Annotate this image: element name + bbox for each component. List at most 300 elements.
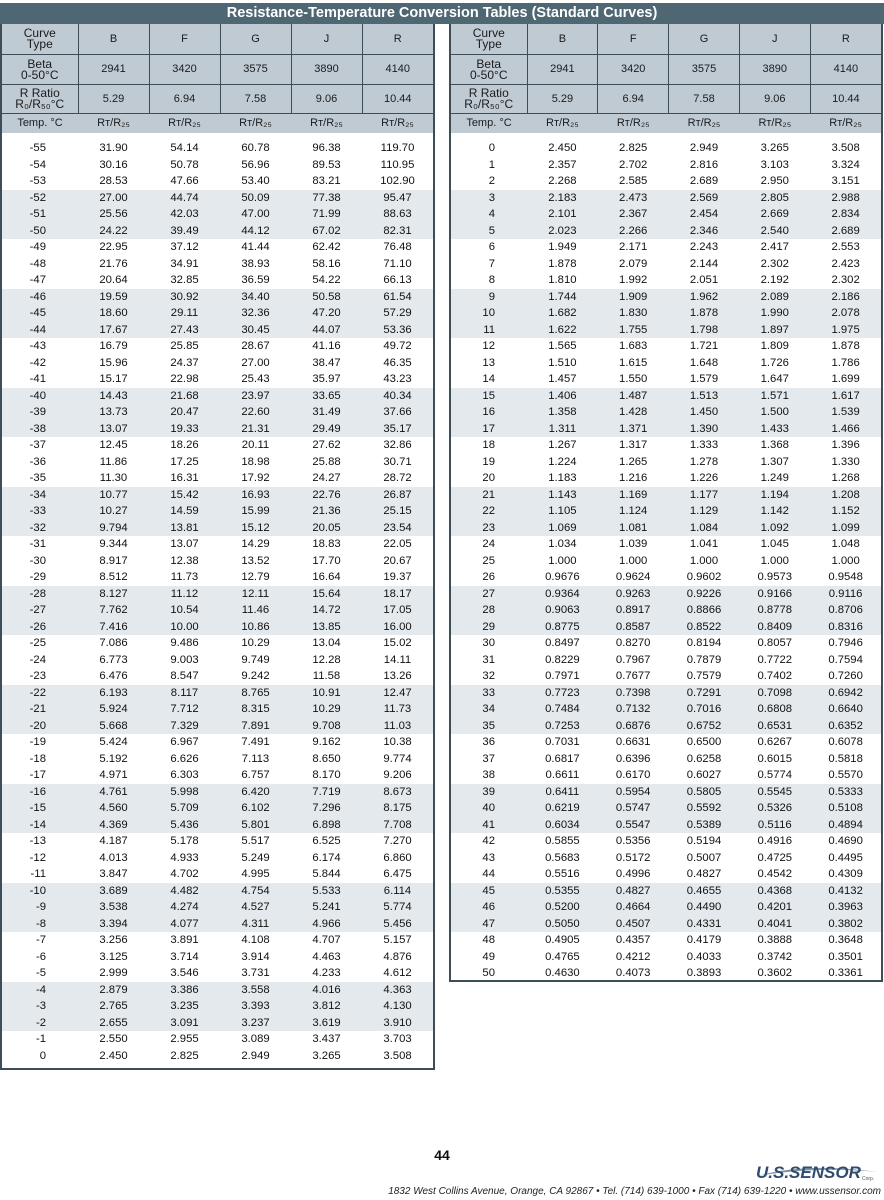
- temperature-cell: -53: [29, 175, 46, 188]
- temperature-cell: -17: [29, 769, 46, 782]
- resistance-ratio-cell: 3.689: [78, 883, 149, 900]
- table-row: [451, 206, 881, 223]
- resistance-ratio-cell: 1.878: [831, 340, 860, 353]
- resistance-ratio-cell: 5.844: [312, 868, 341, 881]
- temperature-cell: 33: [451, 685, 527, 702]
- resistance-ratio-cell: 3.393: [220, 998, 291, 1015]
- resistance-ratio-cell: 0.5356: [615, 835, 651, 848]
- resistance-ratio-cell: 14.29: [241, 538, 270, 551]
- temperature-cell: -20: [2, 718, 78, 735]
- temperature-cell: 23: [451, 520, 527, 537]
- table-row: [2, 833, 433, 850]
- resistance-ratio-cell: 0.6942: [810, 685, 881, 702]
- resistance-ratio-cell: 13.04: [312, 637, 341, 650]
- resistance-ratio-cell: 4.130: [362, 998, 433, 1015]
- resistance-ratio-cell: 3.386: [149, 982, 220, 999]
- resistance-ratio-cell: 5.709: [149, 800, 220, 817]
- resistance-ratio-cell: 1.721: [689, 340, 719, 353]
- resistance-ratio-cell: 8.170: [312, 769, 341, 782]
- resistance-ratio-cell: 1.069: [527, 520, 598, 537]
- resistance-ratio-cell: 23.97: [220, 388, 291, 405]
- resistance-ratio-cell: 1.647: [760, 373, 789, 386]
- resistance-ratio-cell: 10.54: [149, 602, 220, 619]
- resistance-ratio-cell: 2.689: [810, 223, 881, 240]
- resistance-ratio-cell: 3.910: [362, 1015, 433, 1032]
- resistance-ratio-cell: 3.914: [241, 950, 270, 963]
- table-header: [451, 24, 881, 140]
- resistance-ratio-cell: 0.6170: [615, 769, 651, 782]
- table-row: [451, 437, 881, 454]
- table-row: [2, 173, 433, 190]
- resistance-ratio-cell: 0.4041: [739, 916, 810, 933]
- resistance-ratio-cell: 88.63: [362, 206, 433, 223]
- table-row: [451, 355, 881, 372]
- table-row: [451, 668, 881, 685]
- resistance-ratio-cell: 1.466: [810, 421, 881, 438]
- resistance-ratio-cell: 1.194: [739, 487, 810, 504]
- resistance-ratio-cell: 0.9676: [545, 571, 580, 584]
- resistance-ratio-cell: 58.16: [312, 257, 341, 270]
- resistance-ratio-cell: 2.450: [99, 1049, 128, 1062]
- resistance-ratio-cell: 0.8194: [686, 637, 722, 650]
- resistance-ratio-cell: 13.85: [291, 619, 362, 636]
- resistance-ratio-cell: 1.249: [760, 472, 789, 485]
- curve-type-value: B: [527, 24, 598, 55]
- temperature-cell: 44: [482, 868, 495, 881]
- resistance-ratio-cell: 42.03: [149, 206, 220, 223]
- table-panel-right: [449, 24, 883, 982]
- temp-column-header: Temp. °C: [2, 114, 78, 134]
- resistance-ratio-cell: 1.371: [598, 421, 669, 438]
- resistance-ratio-cell: 1.396: [831, 439, 860, 452]
- table-row: [451, 454, 881, 471]
- resistance-ratio-cell: 24.27: [312, 472, 341, 485]
- resistance-ratio-cell: 9.486: [170, 637, 199, 650]
- resistance-ratio-cell: 1.798: [669, 322, 740, 339]
- resistance-ratio-cell: 2.454: [669, 206, 740, 223]
- beta-label: Beta 0-50°C: [451, 55, 527, 85]
- resistance-ratio-cell: 2.089: [739, 289, 810, 306]
- resistance-ratio-cell: 0.7677: [615, 670, 651, 683]
- resistance-ratio-cell: 6.967: [170, 736, 199, 749]
- table-row: [2, 322, 433, 339]
- resistance-ratio-cell: 0.4201: [739, 899, 810, 916]
- resistance-ratio-cell: 25.15: [362, 503, 433, 520]
- resistance-ratio-cell: 32.36: [220, 305, 291, 322]
- resistance-ratio-cell: 1.683: [619, 340, 648, 353]
- resistance-ratio-cell: 0.6352: [810, 718, 881, 735]
- resistance-ratio-cell: 2.955: [170, 1033, 199, 1046]
- temperature-cell: -7: [35, 934, 46, 947]
- temperature-cell: 38: [482, 769, 495, 782]
- resistance-ratio-cell: 28.53: [99, 175, 128, 188]
- resistance-ratio-cell: 6.626: [170, 752, 199, 765]
- resistance-ratio-cell: 11.86: [99, 455, 128, 468]
- resistance-ratio-cell: 1.143: [527, 487, 598, 504]
- resistance-ratio-cell: 0.4690: [828, 835, 863, 848]
- resistance-ratio-cell: 29.11: [149, 305, 220, 322]
- resistance-ratio-cell: 0.6808: [739, 701, 810, 718]
- table-row: [2, 652, 433, 669]
- resistance-ratio-cell: 1.992: [619, 274, 648, 287]
- resistance-ratio-cell: 26.87: [362, 487, 433, 504]
- table-row: [2, 850, 433, 867]
- resistance-ratio-cell: 18.83: [312, 538, 341, 551]
- temperature-cell: 46: [451, 899, 527, 916]
- resistance-ratio-cell: 5.924: [78, 701, 149, 718]
- temperature-cell: 3: [451, 190, 527, 207]
- resistance-ratio-cell: 0.9116: [810, 586, 881, 603]
- resistance-ratio-cell: 0.7946: [828, 637, 863, 650]
- temperature-cell: 5: [451, 223, 527, 240]
- resistance-ratio-cell: 1.830: [598, 305, 669, 322]
- resistance-ratio-cell: 41.44: [241, 241, 270, 254]
- resistance-ratio-cell: 31.90: [99, 142, 128, 155]
- resistance-ratio-cell: 3.891: [170, 934, 199, 947]
- resistance-ratio-cell: 12.38: [170, 554, 199, 567]
- temperature-cell: -3: [2, 998, 78, 1015]
- table-row: [2, 338, 433, 355]
- resistance-ratio-cell: 1.648: [689, 356, 719, 369]
- temperature-cell: -27: [2, 602, 78, 619]
- temperature-cell: 18: [482, 439, 495, 452]
- resistance-ratio-cell: 1.786: [831, 356, 860, 369]
- temperature-cell: -45: [2, 305, 78, 322]
- resistance-ratio-cell: 2.268: [548, 175, 577, 188]
- resistance-ratio-cell: 0.3802: [810, 916, 881, 933]
- resistance-ratio-cell: 21.36: [291, 503, 362, 520]
- resistance-ratio-cell: 15.12: [220, 520, 291, 537]
- resistance-ratio-cell: 2.417: [760, 241, 789, 254]
- resistance-ratio-cell: 1.317: [619, 439, 648, 452]
- temperature-cell: -54: [29, 158, 46, 171]
- resistance-ratio-cell: 5.774: [362, 899, 433, 916]
- resistance-ratio-cell: 0.8706: [810, 602, 881, 619]
- resistance-ratio-cell: 33.65: [291, 388, 362, 405]
- resistance-ratio-cell: 1.682: [527, 305, 598, 322]
- temperature-cell: -49: [29, 241, 46, 254]
- temperature-cell: 8: [488, 274, 495, 287]
- resistance-ratio-cell: 0.4331: [669, 916, 740, 933]
- resistance-ratio-cell: 1.041: [689, 538, 719, 551]
- temperature-cell: 20: [482, 472, 495, 485]
- header-spacer: [451, 133, 881, 140]
- resistance-ratio-cell: 0.8775: [527, 619, 598, 636]
- table-row: [451, 635, 881, 652]
- resistance-ratio-cell: 54.22: [312, 274, 341, 287]
- resistance-ratio-cell: 1.744: [527, 289, 598, 306]
- resistance-ratio-cell: 1.428: [598, 404, 669, 421]
- resistance-ratio-cell: 30.45: [220, 322, 291, 339]
- temperature-cell: 14: [482, 373, 495, 386]
- spacer-cell: [451, 133, 881, 140]
- resistance-ratio-cell: 2.949: [241, 1049, 270, 1062]
- resistance-ratio-cell: 2.879: [78, 982, 149, 999]
- table-row: [451, 470, 881, 487]
- table-row: [2, 800, 433, 817]
- resistance-ratio-cell: 4.363: [362, 982, 433, 999]
- resistance-ratio-cell: 8.175: [362, 800, 433, 817]
- table-row: [2, 734, 433, 751]
- resistance-ratio-cell: 2.266: [598, 223, 669, 240]
- resistance-ratio-cell: 4.527: [220, 899, 291, 916]
- header-spacer: [2, 133, 433, 140]
- temperature-cell: 2: [488, 175, 495, 188]
- resistance-ratio-cell: 44.74: [149, 190, 220, 207]
- table-row: [451, 718, 881, 735]
- beta-value: 3575: [220, 55, 291, 85]
- resistance-ratio-cell: 20.67: [383, 554, 412, 567]
- table-row: [2, 751, 433, 768]
- table-row: [451, 404, 881, 421]
- resistance-ratio-cell: 1.539: [810, 404, 881, 421]
- resistance-ratio-cell: 0.5592: [669, 800, 740, 817]
- curve-type-value: F: [598, 24, 669, 55]
- resistance-ratio-cell: 6.193: [78, 685, 149, 702]
- resistance-ratio-cell: 27.00: [78, 190, 149, 207]
- resistance-ratio-cell: 2.999: [99, 967, 128, 980]
- resistance-ratio-cell: 5.192: [99, 752, 128, 765]
- resistance-ratio-cell: 54.14: [170, 142, 199, 155]
- resistance-ratio-cell: 1.099: [810, 520, 881, 537]
- resistance-ratio-cell: 8.917: [99, 554, 128, 567]
- r-ratio-row: [2, 85, 433, 114]
- resistance-ratio-cell: 11.58: [312, 670, 341, 683]
- resistance-ratio-cell: 16.79: [99, 340, 128, 353]
- resistance-ratio-cell: 36.59: [241, 274, 270, 287]
- resistance-ratio-cell: 47.00: [220, 206, 291, 223]
- page-title: Resistance-Temperature Conversion Tables (Standard Curves): [0, 3, 884, 24]
- resistance-ratio-cell: 20.05: [291, 520, 362, 537]
- temperature-cell: -51: [2, 206, 78, 223]
- resistance-ratio-cell: 6.114: [362, 883, 433, 900]
- resistance-ratio-cell: 50.78: [170, 158, 199, 171]
- resistance-ratio-cell: 1.330: [831, 455, 860, 468]
- beta-row: [451, 55, 881, 85]
- svg-text:U.S.SENSOR: U.S.SENSOR: [756, 1163, 861, 1182]
- table-row: [2, 965, 433, 982]
- resistance-ratio-cell: 1.622: [527, 322, 598, 339]
- table-row: [451, 602, 881, 619]
- resistance-ratio-cell: 40.34: [362, 388, 433, 405]
- resistance-ratio-cell: 0.4507: [598, 916, 669, 933]
- beta-value: 2941: [78, 55, 149, 85]
- table-row: [451, 157, 881, 174]
- resistance-ratio-cell: 2.540: [739, 223, 810, 240]
- beta-value: 3890: [291, 55, 362, 85]
- resistance-ratio-cell: 8.512: [99, 571, 128, 584]
- resistance-ratio-cell: 0.8522: [669, 619, 740, 636]
- resistance-ratio-cell: 0.4542: [757, 868, 793, 881]
- resistance-ratio-cell: 38.47: [312, 356, 341, 369]
- resistance-ratio-cell: 3.237: [220, 1015, 291, 1032]
- resistance-ratio-cell: 38.93: [241, 257, 270, 270]
- resistance-ratio-cell: 37.66: [362, 404, 433, 421]
- table-row: [451, 850, 881, 867]
- temperature-cell: -11: [30, 868, 46, 881]
- resistance-ratio-cell: 17.25: [170, 455, 199, 468]
- resistance-ratio-cell: 27.43: [149, 322, 220, 339]
- r-ratio-value: 10.44: [810, 85, 881, 114]
- table-row: [2, 487, 433, 504]
- resistance-ratio-cell: 44.07: [291, 322, 362, 339]
- resistance-ratio-cell: 1.311: [527, 421, 598, 438]
- resistance-ratio-cell: 1.268: [831, 472, 860, 485]
- resistance-ratio-cell: 1.878: [548, 257, 577, 270]
- table-row: [2, 355, 433, 372]
- temperature-cell: -55: [29, 142, 46, 155]
- table-row: [451, 800, 881, 817]
- resistance-ratio-cell: 57.29: [362, 305, 433, 322]
- resistance-ratio-cell: 1.216: [619, 472, 648, 485]
- resistance-ratio-cell: 6.757: [241, 769, 270, 782]
- resistance-ratio-cell: 2.950: [760, 175, 789, 188]
- temperature-cell: 27: [451, 586, 527, 603]
- resistance-ratio-cell: 3.256: [99, 934, 128, 947]
- resistance-ratio-cell: 0.8409: [739, 619, 810, 636]
- table-row: [2, 899, 433, 916]
- temperature-cell: 43: [482, 851, 495, 864]
- resistance-ratio-cell: 1.579: [689, 373, 719, 386]
- table-row: [451, 388, 881, 405]
- resistance-ratio-cell: 3.847: [99, 868, 128, 881]
- resistance-ratio-cell: 0.4894: [810, 817, 881, 834]
- table-row: [451, 569, 881, 586]
- resistance-ratio-cell: 96.38: [312, 142, 341, 155]
- resistance-ratio-cell: 0.7291: [669, 685, 740, 702]
- resistance-ratio-cell: 18.98: [241, 455, 270, 468]
- resistance-ratio-cell: 35.97: [312, 373, 341, 386]
- resistance-ratio-cell: 5.456: [362, 916, 433, 933]
- resistance-ratio-cell: 32.86: [383, 439, 412, 452]
- table-row: [2, 157, 433, 174]
- resistance-ratio-cell: 1.039: [619, 538, 648, 551]
- resistance-ratio-cell: 0.4073: [615, 967, 651, 980]
- resistance-ratio-cell: 13.07: [78, 421, 149, 438]
- table-row: [2, 949, 433, 966]
- resistance-ratio-cell: 12.79: [241, 571, 270, 584]
- resistance-ratio-cell: 7.329: [149, 718, 220, 735]
- temperature-cell: 9: [451, 289, 527, 306]
- resistance-ratio-cell: 0.4490: [669, 899, 740, 916]
- beta-label: Beta 0-50°C: [2, 55, 78, 85]
- resistance-ratio-cell: 6.420: [220, 784, 291, 801]
- resistance-ratio-cell: 0.8778: [739, 602, 810, 619]
- resistance-ratio-cell: 0.6015: [757, 752, 793, 765]
- resistance-ratio-cell: 9.749: [241, 653, 270, 666]
- resistance-ratio-cell: 4.754: [220, 883, 291, 900]
- temperature-cell: 45: [451, 883, 527, 900]
- resistance-ratio-cell: 2.765: [78, 998, 149, 1015]
- resistance-ratio-cell: 2.550: [99, 1033, 128, 1046]
- resistance-ratio-cell: 9.162: [312, 736, 341, 749]
- resistance-ratio-cell: 30.71: [383, 455, 412, 468]
- resistance-ratio-cell: 21.31: [220, 421, 291, 438]
- resistance-ratio-cell: 11.73: [362, 701, 433, 718]
- resistance-ratio-cell: 1.000: [831, 554, 860, 567]
- beta-value: 4140: [362, 55, 433, 85]
- resistance-ratio-cell: 5.801: [220, 817, 291, 834]
- resistance-ratio-cell: 8.765: [220, 685, 291, 702]
- table-body: [451, 140, 881, 982]
- resistance-ratio-cell: 1.726: [760, 356, 789, 369]
- resistance-ratio-cell: 18.17: [362, 586, 433, 603]
- resistance-ratio-cell: 0.5007: [686, 851, 722, 864]
- resistance-ratio-cell: 3.538: [78, 899, 149, 916]
- svg-text:Corp.: Corp.: [862, 1176, 875, 1182]
- resistance-ratio-cell: 3.558: [220, 982, 291, 999]
- resistance-ratio-cell: 0.9602: [686, 571, 722, 584]
- resistance-ratio-cell: 5.424: [99, 736, 128, 749]
- resistance-ratio-cell: 1.177: [669, 487, 740, 504]
- resistance-ratio-cell: 25.43: [241, 373, 270, 386]
- temperature-cell: -2: [2, 1015, 78, 1032]
- resistance-ratio-cell: 1.809: [760, 340, 789, 353]
- resistance-ratio-cell: 1.092: [739, 520, 810, 537]
- r-ratio-value: 6.94: [598, 85, 669, 114]
- resistance-ratio-cell: 18.60: [78, 305, 149, 322]
- resistance-ratio-cell: 34.40: [220, 289, 291, 306]
- page-number: 44: [434, 1147, 450, 1163]
- resistance-ratio-cell: 0.5683: [545, 851, 580, 864]
- resistance-ratio-cell: 0.4765: [545, 950, 580, 963]
- temperature-cell: 30: [482, 637, 495, 650]
- table-row: [451, 817, 881, 834]
- table-row: [2, 569, 433, 586]
- resistance-ratio-cell: 1.500: [739, 404, 810, 421]
- resistance-ratio-cell: 0.5108: [810, 800, 881, 817]
- temperature-cell: -4: [2, 982, 78, 999]
- resistance-ratio-cell: 46.35: [383, 356, 412, 369]
- temperature-cell: -29: [29, 571, 46, 584]
- resistance-ratio-cell: 2.689: [689, 175, 719, 188]
- temperature-cell: 15: [451, 388, 527, 405]
- resistance-ratio-cell: 0.7722: [757, 653, 793, 666]
- resistance-ratio-cell: 4.108: [241, 934, 270, 947]
- resistance-ratio-cell: 0.5516: [545, 868, 580, 881]
- resistance-ratio-cell: 1.278: [689, 455, 719, 468]
- temperature-cell: -41: [29, 373, 46, 386]
- resistance-ratio-cell: 27.00: [241, 356, 270, 369]
- temperature-cell: 0: [39, 1049, 46, 1062]
- resistance-ratio-cell: 0.6640: [810, 701, 881, 718]
- resistance-ratio-cell: 2.302: [760, 257, 789, 270]
- resistance-ratio-cell: 9.774: [383, 752, 412, 765]
- resistance-ratio-cell: 5.998: [149, 784, 220, 801]
- resistance-ratio-cell: 8.117: [149, 685, 220, 702]
- resistance-ratio-cell: 0.9063: [527, 602, 598, 619]
- temperature-cell: -52: [2, 190, 78, 207]
- conversion-table-left: [2, 24, 433, 1064]
- temperature-cell: 16: [451, 404, 527, 421]
- resistance-ratio-cell: 4.016: [291, 982, 362, 999]
- resistance-ratio-cell: 0.5954: [598, 784, 669, 801]
- resistance-ratio-cell: 119.70: [380, 142, 415, 155]
- resistance-ratio-cell: 13.73: [78, 404, 149, 421]
- beta-value: 2941: [527, 55, 598, 85]
- resistance-ratio-cell: 15.02: [383, 637, 412, 650]
- resistance-ratio-cell: 3.731: [241, 967, 270, 980]
- resistance-ratio-cell: 0.5200: [527, 899, 598, 916]
- footer-address: 1832 West Collins Avenue, Orange, CA 92867 • Tel. (714) 639-1000 • Fax (714) 639-1220 • www.ussensor.com: [388, 1186, 881, 1197]
- resistance-ratio-cell: 1.358: [527, 404, 598, 421]
- r-ratio-label: R Ratio R₀/R₅₀°C: [451, 85, 527, 114]
- resistance-ratio-cell: 61.54: [362, 289, 433, 306]
- resistance-ratio-cell: 1.406: [527, 388, 598, 405]
- resistance-ratio-cell: 2.023: [527, 223, 598, 240]
- resistance-ratio-cell: 15.42: [149, 487, 220, 504]
- table-row: [2, 140, 433, 157]
